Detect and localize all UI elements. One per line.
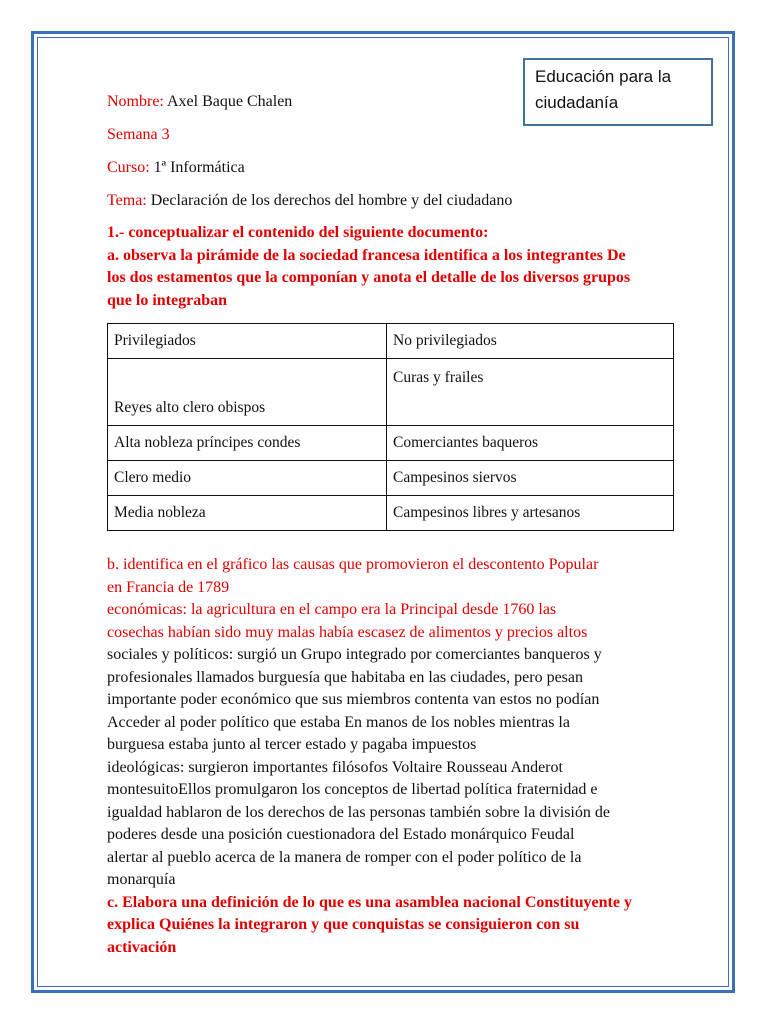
table-cell: Curas y frailes	[387, 359, 674, 426]
tema-label: Tema:	[107, 192, 147, 209]
question-c-line: activación	[107, 938, 177, 956]
tema-value: Declaración de los derechos del hombre y del ciudadano	[150, 192, 513, 209]
table-cell: Clero medio	[108, 461, 387, 496]
answer-line: montesuitoEllos promulgaron los conceptos de libertad política fraternidad e	[107, 781, 598, 798]
answer-line: sociales y políticos: surgió un Grupo integrado por comerciantes banqueros y	[107, 646, 602, 663]
subject-text-box	[523, 58, 713, 126]
answer-line: importante poder económico que sus miembros contenta van estos no podían	[107, 691, 600, 708]
curso-line	[107, 158, 245, 178]
question-1-line: 1.- conceptualizar el contenido del siguiente documento:	[107, 224, 489, 241]
table-cell: Comerciantes baqueros	[387, 426, 674, 461]
question-b-title-line: en Francia de 1789	[107, 578, 230, 596]
question-1	[107, 222, 667, 312]
subject-line-2: ciudadanía	[535, 93, 619, 112]
question-c-line: explica Quiénes la integraron y que conquistas se consiguieron con su	[107, 916, 580, 933]
table-cell: Alta nobleza príncipes condes	[108, 426, 387, 461]
question-c-line: c. Elabora una definición de lo que es una asamblea nacional Constituyente y	[107, 893, 632, 911]
table-row	[108, 496, 674, 531]
question-1-line: los dos estamentos que la componían y anota el detalle de los diversos grupos	[107, 269, 631, 286]
answer-line: Acceder al poder político que estaba En manos de los nobles mientras la	[107, 713, 570, 731]
table-cell: Campesinos siervos	[387, 461, 674, 496]
table-cell: Reyes alto clero obispos	[108, 359, 387, 426]
tema-line	[107, 191, 512, 211]
answer-line: igualdad hablaron de los derechos de las personas también sobre la división de	[107, 803, 610, 821]
table-header-row	[108, 324, 674, 359]
semana-line: Semana 3	[107, 126, 170, 143]
table-cell: Media nobleza	[108, 496, 387, 531]
answer-line: monarquía	[107, 871, 176, 888]
question-b	[107, 554, 667, 959]
table-cell: Campesinos libres y artesanos	[387, 496, 674, 531]
curso-value: 1ª Informática	[153, 159, 245, 176]
question-1-line: a. observa la pirámide de la sociedad francesa identifica a los integrantes De	[107, 246, 626, 264]
question-b-title-line: b. identifica en el gráfico las causas que promovieron el descontento Popular	[107, 556, 599, 573]
nombre-label: Nombre:	[107, 93, 164, 110]
economic-causes-line: cosechas habían sido muy malas había escasez de alimentos y precios altos	[107, 623, 588, 641]
answer-line: alertar al pueblo acerca de la manera de romper con el poder político de la	[107, 848, 582, 866]
table-header-cell: No privilegiados	[387, 324, 674, 359]
question-1-line: que lo integraban	[107, 291, 228, 309]
table-row	[108, 461, 674, 496]
table-row	[108, 359, 674, 426]
answer-line: poderes desde una posición cuestionadora del Estado monárquico Feudal	[107, 826, 575, 843]
answer-line: burguesa estaba junto al tercer estado y pagaba impuestos	[107, 736, 477, 753]
table-row	[108, 426, 674, 461]
curso-label: Curso:	[107, 159, 150, 176]
table-header-cell: Privilegiados	[108, 324, 387, 359]
answer-line: profesionales llamados burguesía que habitaba en las ciudades, pero pesan	[107, 668, 583, 686]
subject-line-1: Educación para la	[535, 67, 672, 86]
nombre-line	[107, 92, 292, 112]
nombre-value: Axel Baque Chalen	[167, 93, 293, 110]
economic-causes-line: económicas: la agricultura en el campo era la Principal desde 1760 las	[107, 601, 557, 618]
estamentos-table	[107, 323, 674, 531]
answer-line: ideológicas: surgieron importantes filósofos Voltaire Rousseau Anderot	[107, 758, 563, 776]
